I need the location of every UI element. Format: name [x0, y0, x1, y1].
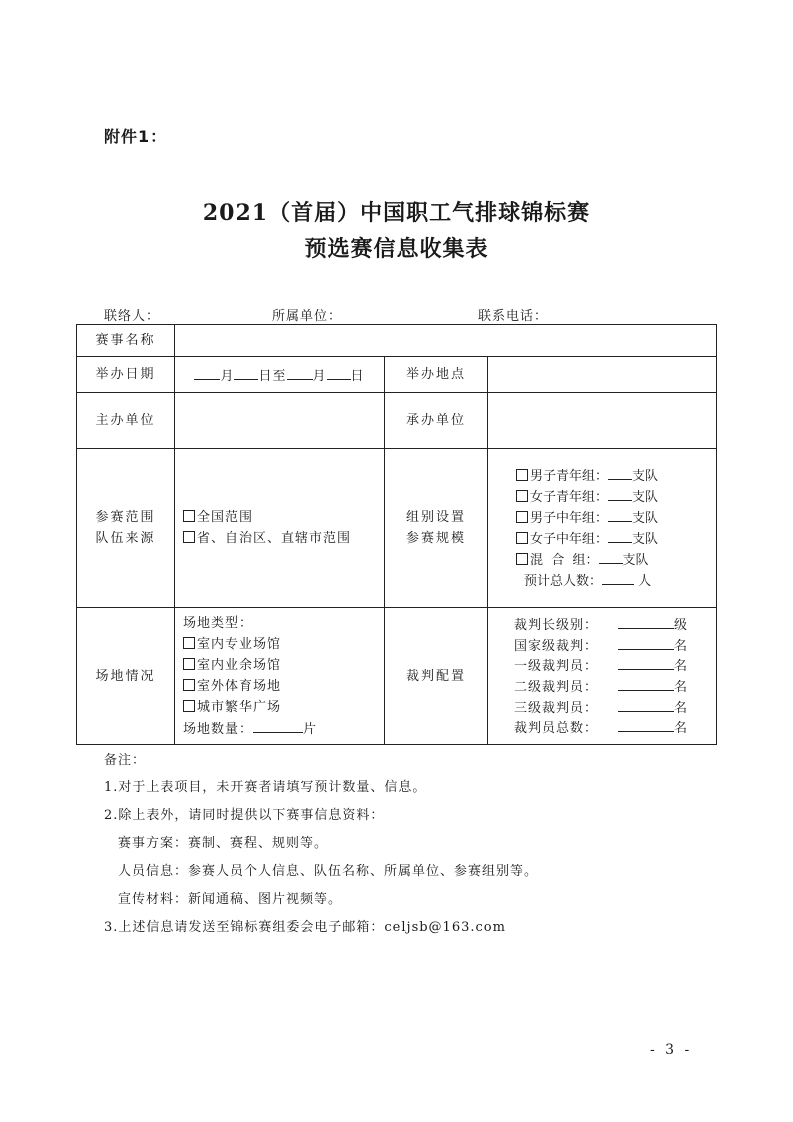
site-count-unit: 片 [303, 722, 318, 737]
referee-row [488, 655, 716, 676]
scope-options [175, 449, 385, 608]
date-part-month-1: 月 [220, 369, 235, 384]
date-label: 举办日期 [77, 357, 175, 393]
option-label: 室内业余场馆 [197, 658, 282, 673]
note-subitem: 宣传材料：新闻通稿、图片视频等。 [118, 892, 343, 907]
checkbox[interactable] [183, 510, 195, 522]
page-number: - 3 - [650, 1042, 693, 1058]
group-unit: 支队 [632, 490, 659, 505]
referee-row [488, 614, 716, 635]
group-unit: 支队 [632, 532, 659, 547]
checkbox[interactable] [516, 532, 528, 544]
note-item: 2.除上表外，请同时提供以下赛事信息资料： [104, 808, 385, 823]
row-event-name [77, 325, 717, 357]
blank-line[interactable] [234, 365, 258, 380]
referee-field [488, 608, 717, 745]
blank-line[interactable] [327, 365, 351, 380]
option-label: 城市繁华广场 [197, 700, 282, 715]
group-row [516, 465, 716, 486]
site-type-label: 场地类型： [183, 616, 254, 631]
referee-row [488, 635, 716, 656]
note-subitem: 人员信息：参赛人员个人信息、队伍名称、所属单位、参赛组别等。 [118, 864, 539, 879]
attachment-label: 附件1： [104, 127, 168, 146]
group-unit: 支队 [622, 553, 649, 568]
group-name: 男子中年组： [530, 511, 609, 526]
total-label: 预计总人数： [524, 574, 603, 589]
row-scope-groups [77, 449, 717, 608]
option-label: 室外体育场地 [197, 679, 282, 694]
scope-option-provincial[interactable] [183, 528, 384, 549]
referee-label: 裁判配置 [385, 608, 488, 745]
referee-unit: 级 [674, 618, 688, 634]
referee-unit: 名 [674, 680, 688, 695]
title-line-2: 预选赛信息收集表 [304, 236, 489, 262]
row-organizers [77, 393, 717, 449]
note-item: 1.对于上表项目，未开赛者请填写预计数量、信息。 [104, 780, 427, 795]
blank-line[interactable] [618, 655, 674, 670]
group-name: 女子青年组： [530, 490, 609, 505]
blank-line[interactable] [608, 486, 632, 501]
group-unit: 支队 [632, 511, 659, 526]
notes-heading: 备注： [104, 753, 147, 768]
checkbox[interactable] [183, 700, 195, 712]
site-count-label: 场地数量： [183, 722, 254, 737]
blank-line[interactable] [253, 718, 303, 733]
date-part-day: 日 [350, 369, 365, 384]
site-option[interactable] [183, 697, 384, 718]
referee-unit: 名 [674, 659, 688, 675]
blank-line[interactable] [608, 528, 632, 543]
referee-row [488, 697, 716, 718]
checkbox[interactable] [516, 553, 528, 565]
blank-line[interactable] [618, 614, 674, 629]
groups-label-line-1: 组别设置 [405, 510, 466, 525]
group-name: 男子青年组： [530, 469, 609, 484]
contact-phone-label: 联系电话： [478, 309, 549, 324]
scope-label-line-1: 参赛范围 [95, 510, 156, 525]
group-unit: 支队 [632, 469, 659, 484]
note-item: 3.上述信息请发送至锦标赛组委会电子邮箱：celjsb@163.com [104, 920, 506, 935]
date-field[interactable] [175, 357, 385, 393]
group-row [516, 528, 716, 549]
referee-row [488, 717, 716, 738]
organizer-label: 主办单位 [77, 393, 175, 449]
scope-label [77, 449, 175, 608]
referee-row [488, 676, 716, 697]
scope-option-national[interactable] [183, 507, 384, 528]
referee-name: 一级裁判员： [514, 659, 599, 675]
group-row [516, 507, 716, 528]
organizer-field[interactable] [175, 393, 385, 449]
option-label: 省、自治区、直辖市范围 [197, 531, 352, 546]
site-count-row [183, 718, 384, 739]
venue-field[interactable] [488, 357, 717, 393]
undertaker-label: 承办单位 [385, 393, 488, 449]
option-label: 全国范围 [197, 510, 254, 525]
checkbox[interactable] [516, 469, 528, 481]
option-label: 室内专业场馆 [197, 637, 282, 652]
site-option[interactable] [183, 676, 384, 697]
referee-unit: 名 [674, 721, 688, 737]
title-line-1: 2021（首届）中国职工气排球锦标赛 [202, 200, 591, 226]
date-part-day-to: 日至 [258, 369, 287, 384]
blank-line[interactable] [618, 635, 674, 650]
checkbox[interactable] [183, 531, 195, 543]
contact-person-label: 联络人： [104, 309, 161, 324]
contact-unit-label: 所属单位： [272, 309, 343, 324]
site-field [175, 608, 385, 745]
blank-line[interactable] [608, 507, 632, 522]
notes-section [104, 748, 538, 942]
total-unit: 人 [638, 574, 652, 589]
group-row [516, 486, 716, 507]
checkbox[interactable] [183, 679, 195, 691]
blank-line[interactable] [618, 717, 674, 732]
referee-name: 裁判长级别： [514, 618, 599, 634]
date-part-month-2: 月 [312, 369, 327, 384]
group-name: 女子中年组： [530, 532, 609, 547]
groups-label-line-2: 参赛规模 [405, 531, 466, 546]
group-name: 混 合 组： [530, 553, 599, 568]
blank-line[interactable] [618, 676, 674, 691]
referee-name: 国家级裁判： [514, 638, 599, 654]
checkbox[interactable] [183, 637, 195, 649]
site-label: 场地情况 [77, 608, 175, 745]
blank-line[interactable] [608, 465, 632, 480]
checkbox[interactable] [516, 490, 528, 502]
referee-unit: 名 [674, 638, 688, 654]
scope-label-line-2: 队伍来源 [95, 531, 156, 546]
note-subitem: 赛事方案：赛制、赛程、规则等。 [118, 836, 329, 851]
event-name-label: 赛事名称 [77, 325, 175, 357]
site-option[interactable] [183, 634, 384, 655]
total-row [516, 570, 716, 591]
site-option[interactable] [183, 655, 384, 676]
row-date-venue [77, 357, 717, 393]
checkbox[interactable] [516, 511, 528, 523]
info-form-table [76, 324, 717, 745]
venue-label: 举办地点 [385, 357, 488, 393]
blank-line[interactable] [194, 365, 220, 380]
blank-line[interactable] [602, 570, 634, 585]
group-row [516, 549, 716, 570]
row-site-referee [77, 608, 717, 745]
blank-line[interactable] [287, 365, 313, 380]
event-name-field[interactable] [175, 325, 717, 357]
referee-name: 裁判员总数： [514, 721, 599, 737]
blank-line[interactable] [599, 549, 623, 564]
referee-name: 二级裁判员： [514, 680, 599, 695]
referee-name: 三级裁判员： [514, 700, 599, 716]
checkbox[interactable] [183, 658, 195, 670]
groups-field [488, 449, 717, 608]
referee-unit: 名 [674, 700, 688, 716]
blank-line[interactable] [618, 697, 674, 712]
undertaker-field[interactable] [488, 393, 717, 449]
groups-label [385, 449, 488, 608]
